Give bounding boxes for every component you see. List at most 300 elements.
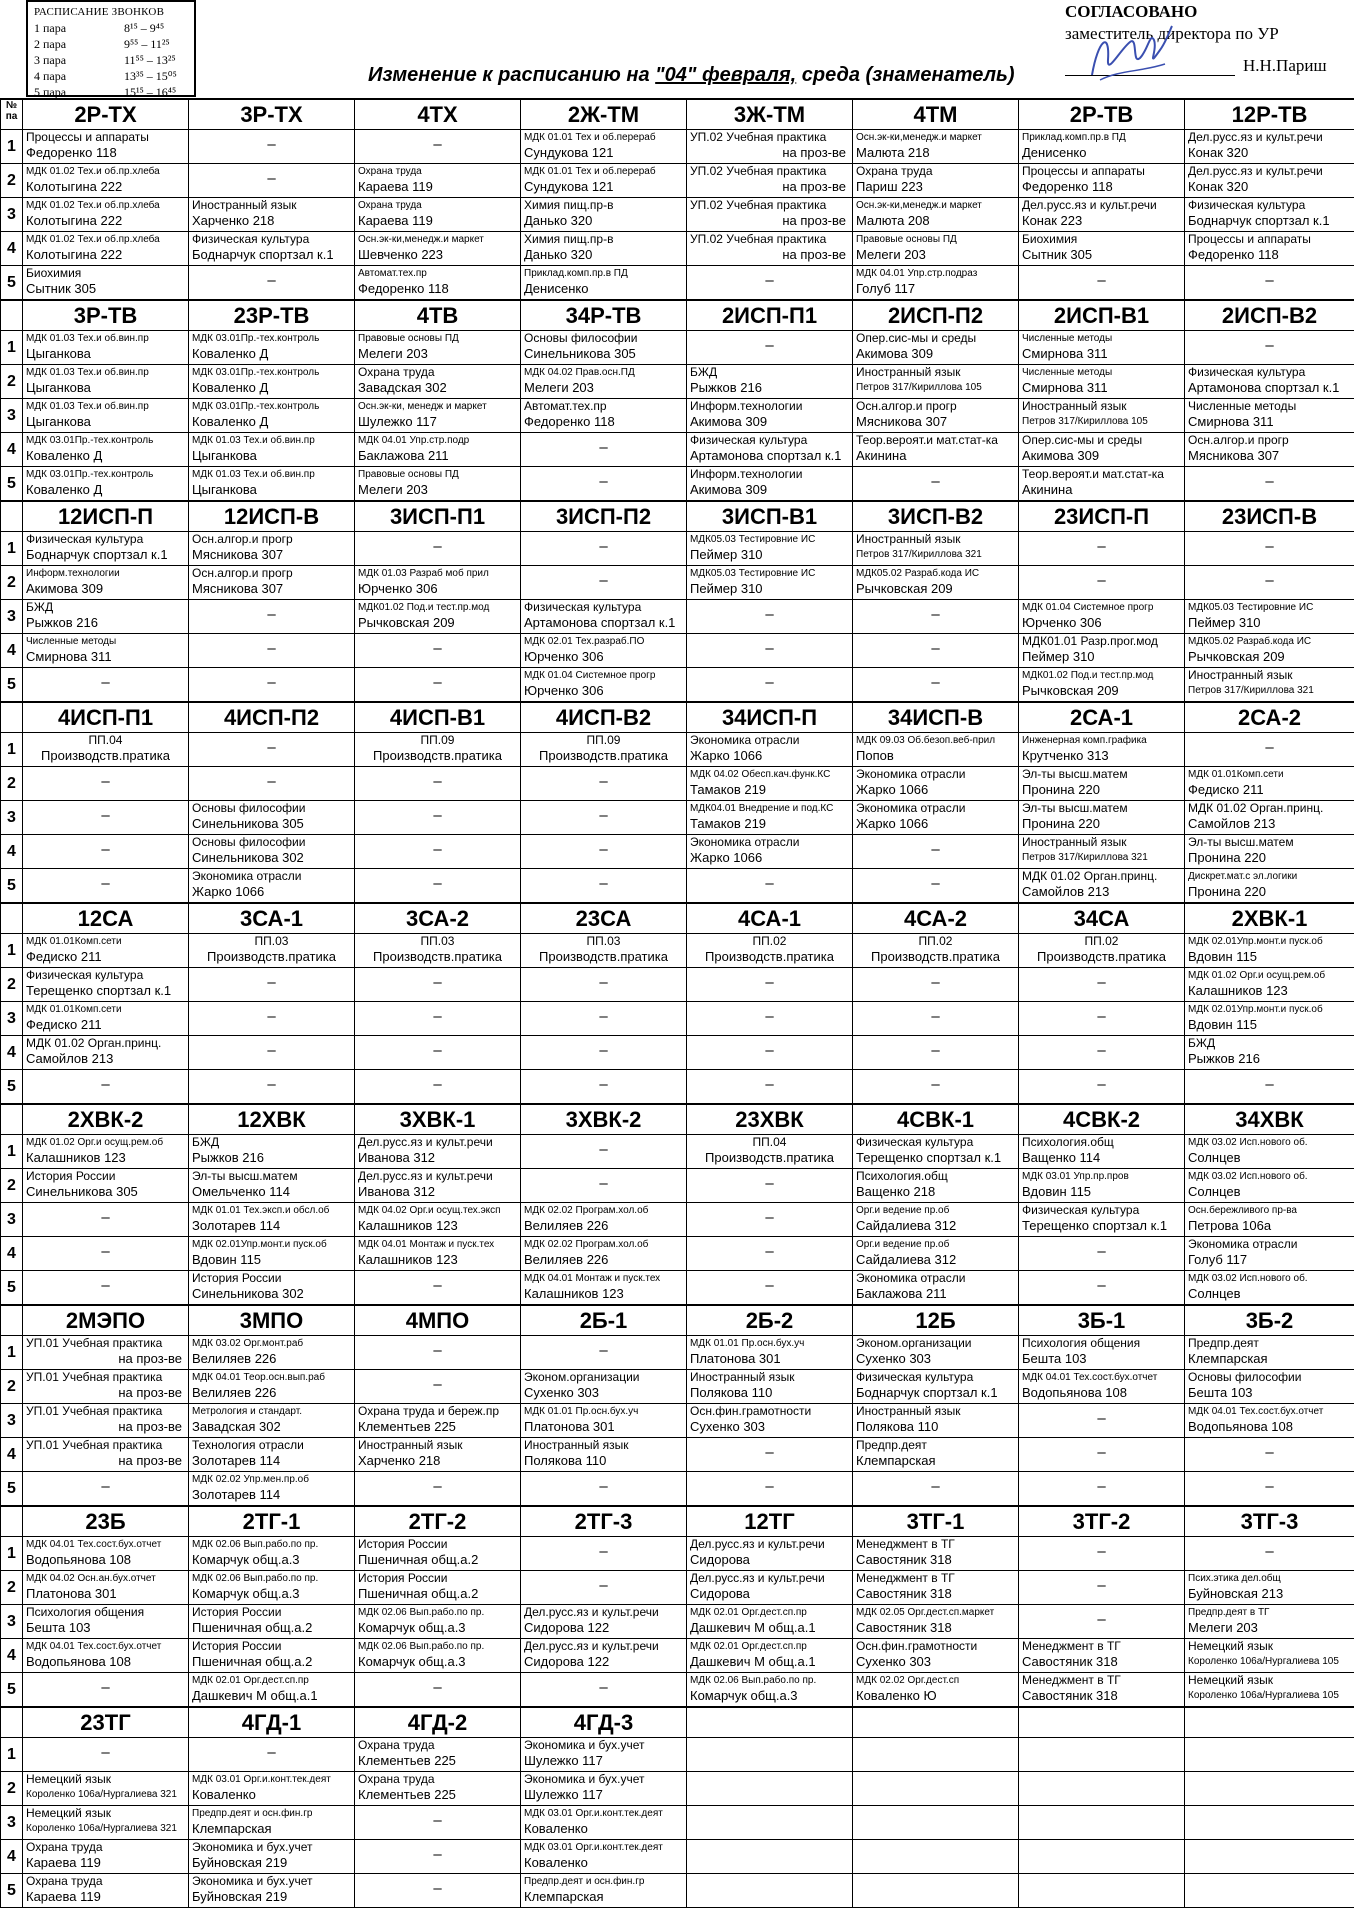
pair-number: 3	[1, 1605, 23, 1639]
subject-name: Охрана труда	[23, 1840, 188, 1855]
lesson-cell	[1185, 968, 1354, 1002]
teacher-room: Савостяник 318	[853, 1552, 1018, 1567]
lesson-cell	[189, 869, 355, 904]
dash-mark: –	[853, 1002, 1018, 1032]
empty-lesson-cell	[853, 634, 1019, 668]
teacher-room: Пшеничная общ.а.2	[189, 1620, 354, 1635]
subject-name: Численные методы	[1019, 365, 1184, 380]
lesson-cell	[1185, 634, 1354, 668]
subject-name: МДК 01.01 Тех и об.перераб	[521, 164, 686, 179]
lesson-cell	[521, 1605, 687, 1639]
lesson-cell	[23, 600, 189, 634]
teacher-room: Рыжков 216	[687, 380, 852, 395]
subject-name: УП.02 Учебная практика	[687, 232, 852, 247]
teacher-room: Короленко 106а/Нургалиева 105	[1185, 1688, 1354, 1703]
group-name: 2ИСП-П1	[687, 300, 853, 331]
subject-name: Биохимия	[23, 266, 188, 281]
subject-name: МДК 01.02 Тех.и об.пр.хлеба	[23, 198, 188, 213]
group-name: 34ИСП-В	[853, 702, 1019, 733]
teacher-room: Полякова 110	[853, 1419, 1018, 1434]
pair-number: 1	[1, 1135, 23, 1169]
lesson-cell	[687, 1537, 853, 1571]
lesson-cell	[853, 1571, 1019, 1605]
subject-name: ПП.09	[521, 733, 686, 748]
teacher-room: Клементьев 225	[355, 1787, 520, 1802]
subject-name: Экономика отрасли	[687, 835, 852, 850]
pair-number: 4	[1, 1438, 23, 1472]
pair-number: 4	[1, 1639, 23, 1673]
lesson-row	[1, 399, 1354, 433]
teacher-room: Дашкевич М общ.а.1	[687, 1620, 852, 1635]
empty-lesson-cell	[355, 1271, 521, 1306]
subject-name: Экономика отрасли	[189, 869, 354, 884]
dash-mark: –	[687, 1203, 852, 1233]
lesson-row	[1, 1271, 1354, 1306]
subject-name: Осн.эк-ки, менедж и маркет	[355, 399, 520, 414]
empty-lesson-cell	[23, 1472, 189, 1507]
lesson-cell	[189, 566, 355, 600]
teacher-room: Вдовин 115	[1185, 1017, 1354, 1032]
teacher-room: Терещенко спортзал к.1	[23, 983, 188, 998]
blank-cell	[687, 1772, 853, 1806]
subject-name: Инженерная комп.графика	[1019, 733, 1184, 748]
dash-mark: –	[189, 733, 354, 763]
subject-name: МДК01.02 Под.и тест.пр.мод	[355, 600, 520, 615]
subject-name: Охрана труда	[355, 1738, 520, 1753]
teacher-room: Баклажова 211	[355, 448, 520, 463]
lesson-cell	[23, 1639, 189, 1673]
teacher-room: Комарчук общ.а.3	[687, 1688, 852, 1703]
teacher-room: Акимова 309	[23, 581, 188, 596]
lesson-cell	[189, 1472, 355, 1507]
teacher-room: Акимова 309	[687, 414, 852, 429]
group-name: 3Б-2	[1185, 1305, 1354, 1336]
group-header-row	[1, 300, 1354, 331]
teacher-room: Федоренко 118	[1019, 179, 1184, 194]
lesson-cell	[853, 934, 1019, 968]
lesson-cell	[355, 1738, 521, 1772]
teacher-room: Шулежко 117	[521, 1753, 686, 1768]
subject-name: МДК 01.02 Тех.и об.пр.хлеба	[23, 164, 188, 179]
teacher-room: Производств.пратика	[853, 949, 1018, 964]
teacher-room: Рычковская 209	[355, 615, 520, 630]
subject-name: Приклад.комп.пр.в ПД	[1019, 130, 1184, 145]
lesson-cell	[23, 1537, 189, 1571]
teacher-room: Велиляев 226	[521, 1252, 686, 1267]
subject-name: МДК05.03 Тестировние ИС	[687, 532, 852, 547]
pair-number: 2	[1, 1772, 23, 1806]
dash-mark: –	[521, 1169, 686, 1199]
subject-name: МДК 03.01Пр.-тех.контроль	[189, 365, 354, 380]
teacher-room: Производств.пратика	[687, 1150, 852, 1165]
pair-number: 5	[1, 1271, 23, 1306]
dash-mark: –	[1019, 1438, 1184, 1468]
lesson-cell	[189, 1169, 355, 1203]
pair-number: 3	[1, 399, 23, 433]
teacher-room: Рыжков 216	[1185, 1051, 1354, 1066]
teacher-room: Савостяник 318	[853, 1620, 1018, 1635]
subject-name: БЖД	[687, 365, 852, 380]
lesson-row	[1, 164, 1354, 198]
pair-number: 2	[1, 365, 23, 399]
teacher-room: Мелеги 203	[355, 346, 520, 361]
lesson-cell	[189, 1673, 355, 1708]
subject-name: МДК 04.02 Осн.ан.бух.отчет	[23, 1571, 188, 1586]
blank-cell	[1019, 1806, 1185, 1840]
teacher-room: Смирнова 311	[23, 649, 188, 664]
empty-lesson-cell	[189, 130, 355, 164]
subject-name: Охрана труда	[355, 1772, 520, 1787]
teacher-room: Коваленко Д	[189, 380, 354, 395]
teacher-room: Велиляев 226	[521, 1218, 686, 1233]
teacher-room: Бешта 103	[23, 1620, 188, 1635]
lesson-cell	[1185, 1370, 1354, 1404]
lesson-cell	[189, 433, 355, 467]
subject-name: МДК 03.02 Орг.монт.раб	[189, 1336, 354, 1351]
group-name	[1185, 1707, 1354, 1738]
subject-name: Химия пищ.пр-в	[521, 232, 686, 247]
pair-number: 4	[1, 634, 23, 668]
lesson-cell	[521, 232, 687, 266]
lesson-cell	[1019, 1169, 1185, 1203]
subject-name: История России	[189, 1605, 354, 1620]
empty-lesson-cell	[521, 1472, 687, 1507]
subject-name: Химия пищ.пр-в	[521, 198, 686, 213]
empty-lesson-cell	[687, 869, 853, 904]
lesson-row	[1, 968, 1354, 1002]
lesson-cell	[853, 1237, 1019, 1271]
empty-lesson-cell	[1185, 1438, 1354, 1472]
group-name: 34ИСП-П	[687, 702, 853, 733]
dash-mark: –	[355, 801, 520, 831]
teacher-room: Колотыгина 222	[23, 213, 188, 228]
empty-lesson-cell	[189, 1738, 355, 1772]
lesson-row	[1, 1537, 1354, 1571]
subject-name: Менеджмент в ТГ	[1019, 1639, 1184, 1654]
lesson-cell	[521, 266, 687, 301]
dash-mark: –	[23, 1673, 188, 1703]
lesson-cell	[687, 130, 853, 164]
pair-number-header	[1, 1506, 23, 1537]
subject-name: Теор.вероят.и мат.стат-ка	[1019, 467, 1184, 482]
lesson-cell	[687, 467, 853, 502]
empty-lesson-cell	[853, 1472, 1019, 1507]
lesson-cell	[1185, 1404, 1354, 1438]
teacher-room: Бешта 103	[1185, 1385, 1354, 1400]
dash-mark: –	[853, 1070, 1018, 1100]
lesson-cell	[853, 1336, 1019, 1370]
dash-mark: –	[853, 467, 1018, 497]
lesson-cell	[687, 232, 853, 266]
teacher-room: Мясникова 307	[189, 581, 354, 596]
subject-name: Экономика отрасли	[853, 767, 1018, 782]
teacher-room: Калашников 123	[23, 1150, 188, 1165]
pair-number: 3	[1, 1806, 23, 1840]
teacher-room: Буйновская 219	[189, 1855, 354, 1870]
teacher-room: Производств.пратика	[189, 949, 354, 964]
lesson-cell	[521, 1772, 687, 1806]
group-name: 23ИСП-В	[1185, 501, 1354, 532]
lesson-cell	[521, 1404, 687, 1438]
dash-mark: –	[521, 1036, 686, 1066]
teacher-room: Мелеги 203	[1185, 1620, 1354, 1635]
group-name: 12ИСП-П	[23, 501, 189, 532]
teacher-room: Конак 223	[1019, 213, 1184, 228]
dash-mark: –	[1185, 467, 1354, 497]
subject-name: Предпр.деят и осн.фин.гр	[189, 1806, 354, 1821]
pair-number: 2	[1, 767, 23, 801]
pair-number: 5	[1, 1070, 23, 1105]
lesson-cell	[853, 433, 1019, 467]
pair-number: 5	[1, 467, 23, 502]
teacher-room: Синельникова 305	[23, 1184, 188, 1199]
empty-lesson-cell	[853, 968, 1019, 1002]
teacher-room: Мясникова 307	[189, 547, 354, 562]
subject-name: МДК 01.01 Пр.осн.бух.уч	[687, 1336, 852, 1351]
teacher-room: Клемпарская	[853, 1453, 1018, 1468]
subject-name: МДК 01.04 Системное прогр	[1019, 600, 1184, 615]
teacher-room: Мясникова 307	[1185, 448, 1354, 463]
empty-lesson-cell	[1019, 566, 1185, 600]
subject-name: МДК 01.01 Тех и об.перераб	[521, 130, 686, 145]
subject-name: Орг.и ведение пр.об	[853, 1203, 1018, 1218]
teacher-room: Конак 320	[1185, 145, 1354, 160]
lesson-cell	[1185, 1002, 1354, 1036]
subject-name: МДК 01.03 Тех.и об.вин.пр	[189, 433, 354, 448]
subject-name: Опер.сис-мы и среды	[1019, 433, 1184, 448]
title-suffix: среда (знаменатель)	[796, 64, 1014, 86]
dash-mark: –	[521, 767, 686, 797]
empty-lesson-cell	[1185, 1472, 1354, 1507]
subject-name: Псих.этика дел.общ	[1185, 1571, 1354, 1586]
subject-name: Информ.технологии	[687, 467, 852, 482]
subject-name: Немецкий язык	[1185, 1673, 1354, 1688]
empty-lesson-cell	[355, 869, 521, 904]
subject-name: Дел.русс.яз и культ.речи	[1185, 164, 1354, 179]
teacher-room: Артамонова спортзал к.1	[521, 615, 686, 630]
empty-lesson-cell	[521, 532, 687, 566]
subject-name: Осн.фин.грамотности	[687, 1404, 852, 1419]
group-name: 34Р-ТВ	[521, 300, 687, 331]
lesson-cell	[853, 566, 1019, 600]
subject-name: Основы философии	[189, 835, 354, 850]
dash-mark: –	[1019, 1571, 1184, 1601]
empty-lesson-cell	[1019, 1036, 1185, 1070]
subject-name: ПП.04	[687, 1135, 852, 1150]
lesson-cell	[853, 1404, 1019, 1438]
subject-name: МДК 04.01 Монтаж и пуск.тех	[521, 1271, 686, 1286]
subject-name: Иностранный язык	[853, 532, 1018, 547]
group-name: 4ТВ	[355, 300, 521, 331]
dash-mark: –	[1019, 532, 1184, 562]
empty-lesson-cell	[1185, 1070, 1354, 1105]
group-name: 12Б	[853, 1305, 1019, 1336]
lesson-cell	[853, 399, 1019, 433]
title-date: "04" февраля,	[655, 64, 796, 86]
teacher-room: Производств.пратика	[687, 949, 852, 964]
lesson-cell	[687, 934, 853, 968]
pair-number-header	[1, 501, 23, 532]
group-name: 2Р-ТХ	[23, 99, 189, 130]
dash-mark: –	[687, 668, 852, 698]
teacher-room: Ващенко 218	[853, 1184, 1018, 1199]
subject-name: Метрология и стандарт.	[189, 1404, 354, 1419]
teacher-room: Петров 317/Кириллова 321	[853, 547, 1018, 562]
subject-name: ПП.04	[23, 733, 188, 748]
teacher-room: Харченко 218	[189, 213, 354, 228]
empty-lesson-cell	[1019, 266, 1185, 301]
group-name: 3Р-ТВ	[23, 300, 189, 331]
teacher-room: Жарко 1066	[853, 782, 1018, 797]
subject-name: Физическая культура	[189, 232, 354, 247]
subject-name: Осн.алгор.и прогр	[189, 532, 354, 547]
subject-name: Предпр.деят в ТГ	[1185, 1605, 1354, 1620]
dash-mark: –	[1185, 1438, 1354, 1468]
pair-number: 4	[1, 1036, 23, 1070]
lesson-cell	[853, 1271, 1019, 1306]
empty-lesson-cell	[189, 600, 355, 634]
empty-lesson-cell	[521, 968, 687, 1002]
lesson-cell	[23, 399, 189, 433]
teacher-room: Платонова 301	[23, 1586, 188, 1601]
teacher-room: Синельникова 305	[189, 816, 354, 831]
subject-name: Эконом.организации	[853, 1336, 1018, 1351]
dash-mark: –	[521, 433, 686, 463]
subject-name: Менеджмент в ТГ	[853, 1537, 1018, 1552]
subject-name: МДК 01.02 Орган.принц.	[1185, 801, 1354, 816]
group-name: 12ИСП-В	[189, 501, 355, 532]
lesson-row	[1, 1738, 1354, 1772]
subject-name: Процессы и аппараты	[1185, 232, 1354, 247]
lesson-cell	[853, 1673, 1019, 1708]
subject-name: Осн.бережливого пр-ва	[1185, 1203, 1354, 1218]
empty-lesson-cell	[355, 1472, 521, 1507]
lesson-cell	[853, 1203, 1019, 1237]
lesson-cell	[1185, 835, 1354, 869]
empty-lesson-cell	[23, 835, 189, 869]
lesson-cell	[521, 1806, 687, 1840]
lesson-cell	[355, 600, 521, 634]
group-name: 2ХВК-1	[1185, 903, 1354, 934]
lesson-cell	[355, 1135, 521, 1169]
teacher-room: Федоренко 118	[521, 414, 686, 429]
subject-name: Физическая культура	[1019, 1203, 1184, 1218]
empty-lesson-cell	[189, 733, 355, 767]
bell-time: 9⁵⁵ – 11²⁵	[124, 36, 170, 52]
teacher-room: Конак 320	[1185, 179, 1354, 194]
subject-name: МДК05.03 Тестировние ИС	[1185, 600, 1354, 615]
teacher-room: Мелеги 203	[521, 380, 686, 395]
subject-name: УП.02 Учебная практика	[687, 198, 852, 213]
bell-pair: 1 пара	[34, 20, 124, 36]
empty-lesson-cell	[355, 1336, 521, 1370]
empty-lesson-cell	[521, 1537, 687, 1571]
subject-name: Эл-ты высш.матем	[1019, 801, 1184, 816]
lesson-row	[1, 232, 1354, 266]
bell-pair: 5 пара	[34, 84, 124, 100]
lesson-cell	[189, 1605, 355, 1639]
group-name: 3ТГ-3	[1185, 1506, 1354, 1537]
dash-mark: –	[1019, 1070, 1184, 1100]
group-name: 3Р-ТХ	[189, 99, 355, 130]
teacher-room: Рычковская 209	[1019, 683, 1184, 698]
lesson-cell	[355, 1438, 521, 1472]
teacher-room: Платонова 301	[687, 1351, 852, 1366]
blank-cell	[853, 1738, 1019, 1772]
teacher-room: Петрова 106а	[1185, 1218, 1354, 1233]
page-title	[368, 64, 1015, 87]
empty-lesson-cell	[687, 634, 853, 668]
subject-name: МДК 01.02 Орган.принц.	[23, 1036, 188, 1051]
lesson-cell	[1185, 1571, 1354, 1605]
lesson-cell	[1019, 767, 1185, 801]
subject-name: ПП.03	[355, 934, 520, 949]
teacher-room: на проз-ве	[687, 247, 852, 262]
empty-lesson-cell	[687, 1002, 853, 1036]
teacher-room: Комарчук общ.а.3	[189, 1586, 354, 1601]
lesson-row	[1, 266, 1354, 301]
subject-name: УП.02 Учебная практика	[687, 130, 852, 145]
subject-name: МДК 01.03 Тех.и об.вин.пр	[189, 467, 354, 482]
group-name: 4ИСП-П2	[189, 702, 355, 733]
lesson-row	[1, 1605, 1354, 1639]
group-name: 4СВК-2	[1019, 1104, 1185, 1135]
bell-row	[34, 52, 188, 68]
subject-name: Немецкий язык	[1185, 1639, 1354, 1654]
signature-image	[1080, 20, 1180, 90]
teacher-room: Сидорова 122	[521, 1620, 686, 1635]
lesson-cell	[355, 1571, 521, 1605]
lesson-row	[1, 600, 1354, 634]
dash-mark: –	[521, 467, 686, 497]
group-name: 12ХВК	[189, 1104, 355, 1135]
group-name: 4СА-1	[687, 903, 853, 934]
dash-mark: –	[1185, 1070, 1354, 1100]
lesson-cell	[687, 1571, 853, 1605]
teacher-room: Производств.пратика	[355, 748, 520, 763]
teacher-room: Водопьянова 108	[1019, 1385, 1184, 1400]
subject-name: Экономика и бух.учет	[189, 1840, 354, 1855]
lesson-cell	[23, 467, 189, 502]
subject-name: МДК 01.01 Тех.эксп.и обсл.об	[189, 1203, 354, 1218]
subject-name: Информ.технологии	[23, 566, 188, 581]
empty-lesson-cell	[355, 968, 521, 1002]
lesson-cell	[687, 1370, 853, 1404]
teacher-room: Клемпарская	[521, 1889, 686, 1904]
teacher-room: Пеймер 310	[687, 547, 852, 562]
teacher-room: Омельченко 114	[189, 1184, 354, 1199]
subject-name: Иностранный язык	[687, 1370, 852, 1385]
empty-lesson-cell	[853, 869, 1019, 904]
teacher-room: Савостяник 318	[1019, 1688, 1184, 1703]
subject-name: МДК05.03 Тестировние ИС	[687, 566, 852, 581]
teacher-room: Петров 317/Кириллова 105	[853, 380, 1018, 395]
teacher-room: Петров 317/Кириллова 105	[1019, 414, 1184, 429]
pair-number: 2	[1, 1169, 23, 1203]
teacher-room: Коваленко Д	[189, 346, 354, 361]
lesson-cell	[1019, 433, 1185, 467]
teacher-room: Шевченко 223	[355, 247, 520, 262]
dash-mark: –	[23, 869, 188, 899]
teacher-room: Синельникова 302	[189, 850, 354, 865]
lesson-cell	[687, 399, 853, 433]
lesson-cell	[23, 1840, 189, 1874]
subject-name: Психология.общ	[853, 1169, 1018, 1184]
teacher-room: Производств.пратика	[23, 748, 188, 763]
empty-lesson-cell	[521, 433, 687, 467]
lesson-cell	[853, 1370, 1019, 1404]
teacher-room: Калашников 123	[355, 1218, 520, 1233]
